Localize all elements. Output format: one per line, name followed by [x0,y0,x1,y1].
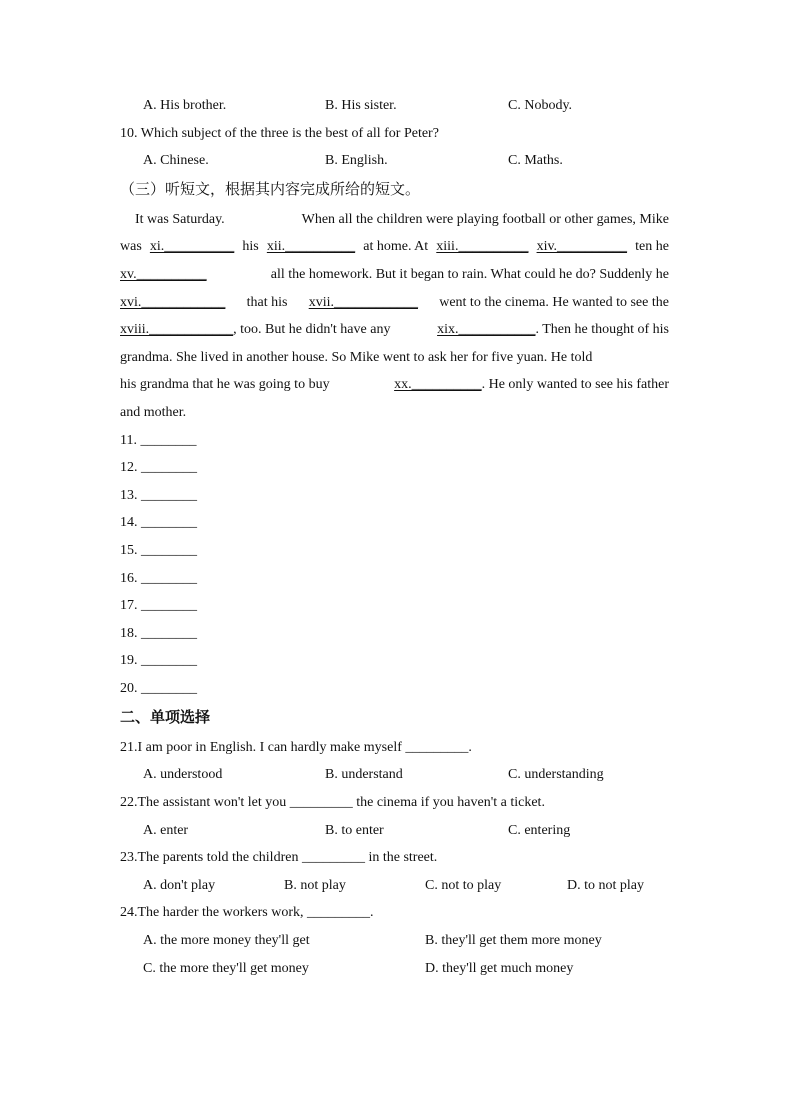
passage-text: ten he [635,239,669,254]
passage-line-5 [120,320,669,340]
blank-xviii[interactable]: xviii.____________ [120,322,234,337]
q22-option-a[interactable]: A. enter [143,823,189,838]
blank-xvii[interactable]: xvii.____________ [308,295,418,310]
passage-line-7 [120,375,669,395]
q10-option-b: B. English. [325,153,388,168]
q24-option-a[interactable]: A. the more money they'll get [143,933,310,948]
q24-question: 24.The harder the workers work, _________. [120,905,374,920]
blank-xiii[interactable]: xiii.__________ [436,239,529,254]
q9-option-c: C. Nobody. [508,98,573,113]
answer-blank-17[interactable]: 17. ________ [120,598,197,613]
q22-question: 22.The assistant won't let you _________ the cinema if you haven't a ticket. [120,795,545,810]
q23-option-c[interactable]: C. not to play [425,878,502,893]
q23-option-a[interactable]: A. don't play [143,878,216,893]
q10-option-c: C. Maths. [508,153,563,168]
q24-option-c[interactable]: C. the more they'll get money [143,961,309,976]
q9-option-b: B. His sister. [325,98,397,113]
passage-text: that his [246,295,288,310]
passage-line-3 [120,265,669,285]
passage-text: , too. But he didn't have any [233,322,391,337]
passage-line-2 [120,237,669,257]
blank-xiv[interactable]: xiv.__________ [536,239,628,254]
blank-xv[interactable]: xv.__________ [120,267,207,282]
passage-text: It was Saturday. [135,212,225,227]
passage-text: went to the cinema. He wanted to see the [439,295,669,310]
passage-text: his grandma that he was going to buy [120,377,330,392]
passage-text: When all the children were playing football or other games, Mike [301,212,669,227]
passage-text: and mother. [120,405,187,420]
answer-blank-14[interactable]: 14. ________ [120,515,197,530]
passage-line-6 [120,348,669,368]
passage-line-8 [120,403,669,423]
q23-question: 23.The parents told the children _________ in the street. [120,850,438,865]
blank-xvi[interactable]: xvi.____________ [120,295,226,310]
q21-option-a[interactable]: A. understood [143,767,223,782]
answer-blank-15[interactable]: 15. ________ [120,543,197,558]
answer-blank-13[interactable]: 13. ________ [120,488,197,503]
passage-text: grandma. She lived in another house. So Mike went to ask her for five yuan. He told [120,350,593,365]
blank-xx[interactable]: xx.__________ [394,377,482,392]
answer-blank-12[interactable]: 12. ________ [120,460,197,475]
q24-option-b[interactable]: B. they'll get them more money [425,933,602,948]
answer-blank-16[interactable]: 16. ________ [120,571,197,586]
passage-text: . Then he thought of his [535,322,669,337]
blank-xi[interactable]: xi.__________ [149,239,235,254]
passage-text: all the homework. But it began to rain. What could he do? Suddenly he [270,267,669,282]
q10-question: 10. Which subject of the three is the best of all for Peter? [120,126,439,141]
q9-option-a: A. His brother. [143,98,227,113]
q21-question: 21.I am poor in English. I can hardly make myself _________. [120,740,472,755]
q22-option-c[interactable]: C. entering [508,823,571,838]
q23-option-b[interactable]: B. not play [284,878,346,893]
passage-line-4 [120,293,669,313]
blank-xii[interactable]: xii.__________ [266,239,356,254]
answer-blank-20[interactable]: 20. ________ [120,681,197,696]
q21-option-b[interactable]: B. understand [325,767,403,782]
answer-blank-11[interactable]: 11. ________ [120,433,197,448]
section3-heading: （三）听短文，根据其内容完成所给的短文。 [120,180,421,198]
passage-line-1 [135,210,669,230]
q10-option-a: A. Chinese. [143,153,209,168]
passage-text: was [120,239,142,254]
q24-option-d[interactable]: D. they'll get much money [425,961,574,976]
section2-heading: 二、单项选择 [120,708,211,726]
q22-option-b[interactable]: B. to enter [325,823,384,838]
passage-text: at home. At [363,239,429,254]
answer-blank-18[interactable]: 18. ________ [120,626,197,641]
passage-text: . He only wanted to see his father [481,377,669,392]
answer-blank-19[interactable]: 19. ________ [120,653,197,668]
q21-option-c[interactable]: C. understanding [508,767,604,782]
passage-text: his [242,239,259,254]
blank-xix[interactable]: xix.___________ [437,322,536,337]
q23-option-d[interactable]: D. to not play [567,878,644,893]
